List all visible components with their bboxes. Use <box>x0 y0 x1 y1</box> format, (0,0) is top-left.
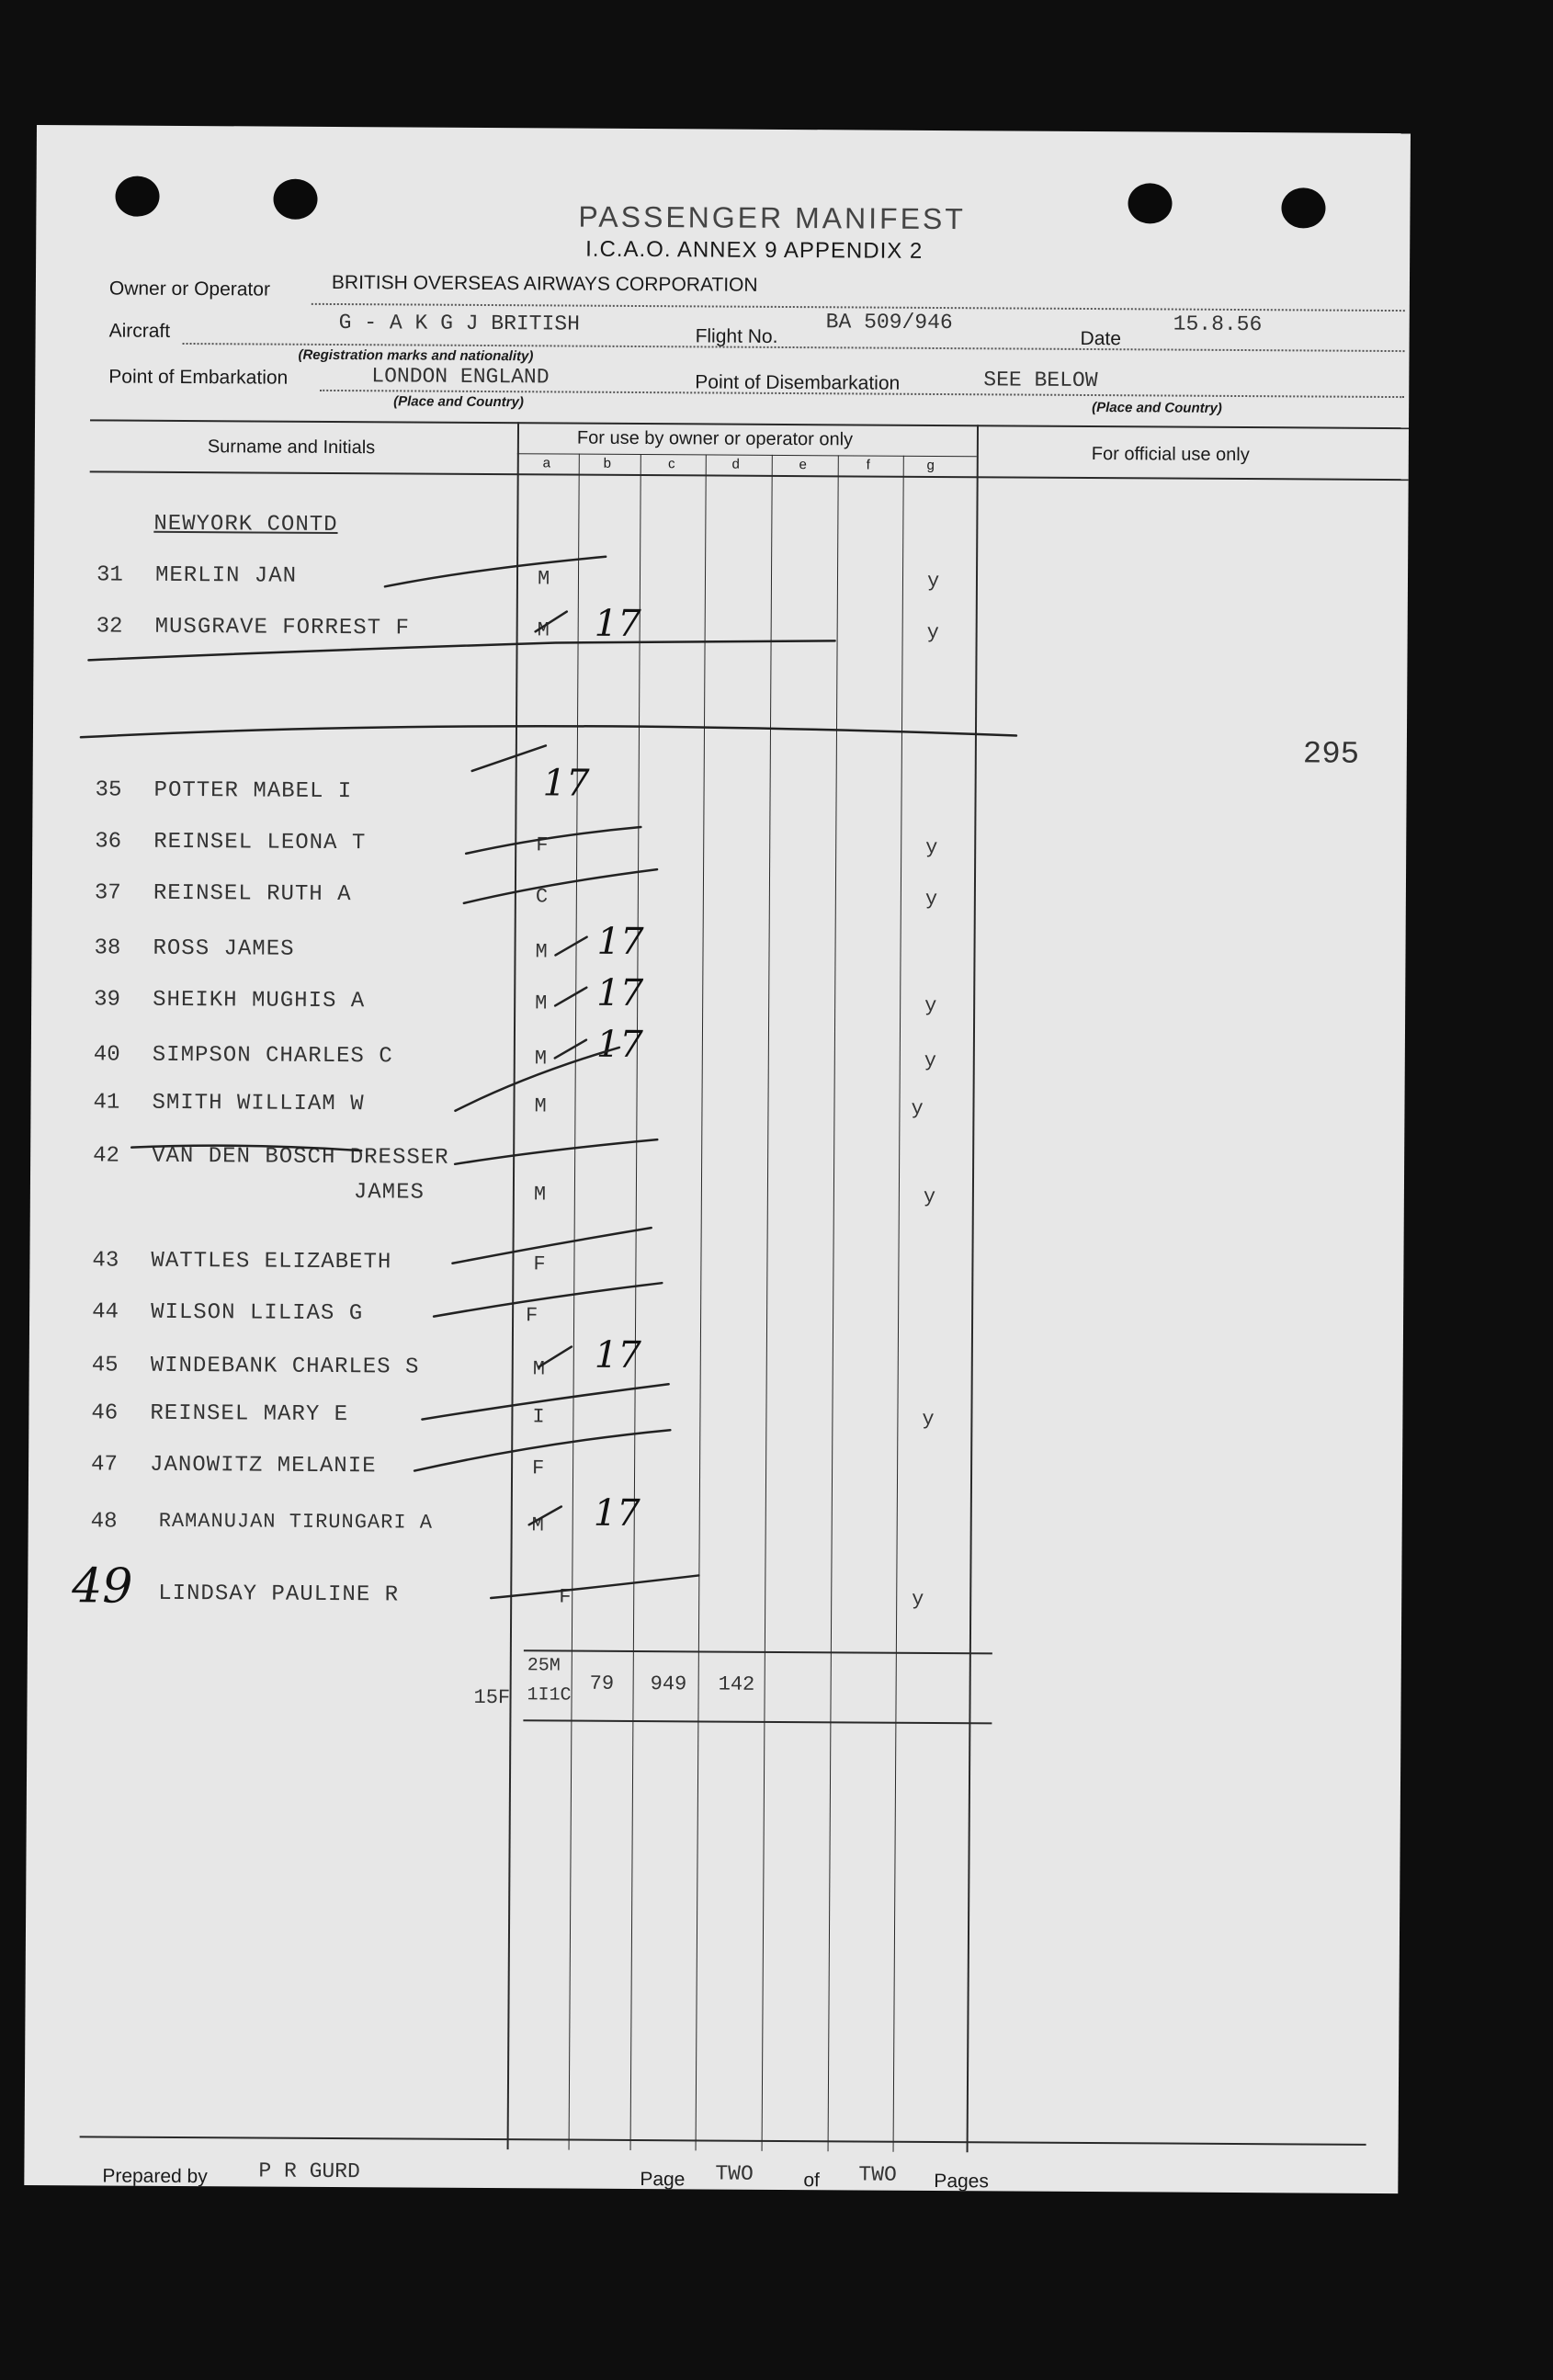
date-value: 15.8.56 <box>1173 312 1263 337</box>
row-number: 40 <box>93 1042 120 1068</box>
cell-b: 17 <box>593 1491 640 1536</box>
registration-note: (Registration marks and nationality) <box>298 346 534 365</box>
cell-a: F <box>533 1252 546 1276</box>
flight-label: Flight No. <box>695 325 778 347</box>
strike-line <box>385 555 606 587</box>
strike-line <box>88 636 834 664</box>
cell-g: y <box>924 887 938 912</box>
cell-b: 17 <box>594 1333 641 1377</box>
column-letter-a: a <box>542 455 550 471</box>
row-number: 36 <box>95 829 122 855</box>
strike-line <box>555 987 586 1005</box>
disembark-label: Point of Disembarkation <box>695 371 901 394</box>
cell-a: M <box>535 992 548 1015</box>
cell-a: M <box>531 1513 544 1537</box>
disembark-note: (Place and Country) <box>1092 400 1222 416</box>
cell-b: 17 <box>594 602 641 646</box>
cell-a: F <box>559 1585 572 1609</box>
cell-a: M <box>532 1357 546 1381</box>
strike-line <box>491 1574 698 1599</box>
owner-label: Owner or Operator <box>108 278 271 300</box>
passenger-name-continued: JAMES <box>353 1180 425 1206</box>
embark-note: (Place and Country) <box>393 393 524 411</box>
cell-g: y <box>922 1407 935 1431</box>
passenger-name: SMITH WILLIAM W <box>152 1090 365 1117</box>
cell-g: y <box>911 1096 924 1120</box>
flight-value: BA 509/946 <box>825 310 953 335</box>
official-stamp-number: 295 <box>1302 737 1360 773</box>
totals-b: 79 <box>589 1672 615 1695</box>
totals-a-top: 25M <box>527 1655 561 1677</box>
owner-value: BRITISH OVERSEAS AIRWAYS CORPORATION <box>331 271 758 296</box>
section-heading: NEWYORK CONTD <box>153 511 338 538</box>
cell-g: y <box>924 1048 937 1072</box>
page-title: PASSENGER MANIFEST <box>578 199 966 236</box>
passenger-name: SHEIKH MUGHIS A <box>153 987 366 1014</box>
page-value: TWO <box>715 2161 754 2186</box>
page-label: Page <box>640 2169 686 2191</box>
column-letter-f: f <box>866 457 870 473</box>
strike-line <box>434 1282 662 1319</box>
strike-line <box>131 1145 361 1150</box>
strike-line <box>536 611 567 631</box>
cell-a: I <box>532 1405 545 1429</box>
strike-line <box>555 936 586 955</box>
cell-a: M <box>535 940 548 964</box>
column-letter-g: g <box>926 457 935 473</box>
row-number: 43 <box>92 1248 119 1274</box>
strike-line <box>455 1139 657 1165</box>
passenger-name: VAN DEN BOSCH DRESSER <box>152 1143 449 1171</box>
passenger-name: REINSEL RUTH A <box>153 880 352 908</box>
passenger-name: WILSON LILIAS G <box>151 1299 364 1327</box>
totals-d: 142 <box>718 1672 755 1696</box>
strike-line <box>464 868 657 904</box>
passenger-name: LINDSAY PAULINE R <box>158 1581 400 1608</box>
cell-b: 17 <box>596 920 644 964</box>
strike-line <box>529 1506 561 1524</box>
passenger-name: ROSS JAMES <box>153 935 295 962</box>
totals-a-bottom: 1I1C <box>527 1684 572 1706</box>
strike-line <box>452 1227 651 1264</box>
passenger-name: REINSEL MARY E <box>150 1400 349 1428</box>
column-letter-c: c <box>667 456 675 472</box>
cell-a: M <box>534 1094 547 1118</box>
strike-line <box>422 1383 668 1422</box>
cell-b: 17 <box>542 762 590 805</box>
cell-g: y <box>926 620 939 645</box>
passenger-name: MERLIN JAN <box>154 562 298 589</box>
row-number: 35 <box>95 777 122 803</box>
cell-g: y <box>926 569 940 594</box>
strike-line <box>466 826 640 855</box>
row-number: 49 <box>72 1558 133 1615</box>
official-column-header: For official use only <box>1091 444 1250 466</box>
cell-a: F <box>536 833 549 857</box>
page-subtitle: I.C.A.O. ANNEX 9 APPENDIX 2 <box>585 236 924 264</box>
cell-a: F <box>526 1304 538 1328</box>
cell-a: M <box>533 1183 547 1207</box>
passenger-name: POTTER MABEL I <box>153 777 353 805</box>
totals-label: 15F <box>473 1685 511 1710</box>
passenger-name: SIMPSON CHARLES C <box>152 1042 393 1070</box>
passenger-name: JANOWITZ MELANIE <box>150 1452 377 1479</box>
cell-b: 17 <box>595 1023 643 1067</box>
passenger-name: WATTLES ELIZABETH <box>151 1248 392 1275</box>
cell-a: M <box>537 567 550 591</box>
of-label: of <box>803 2170 820 2192</box>
strike-line <box>555 1039 586 1058</box>
column-letter-e: e <box>799 457 807 473</box>
passenger-name: MUSGRAVE FORREST F <box>154 614 410 641</box>
row-number: 37 <box>94 880 121 906</box>
aircraft-label: Aircraft <box>108 320 171 342</box>
strike-line <box>539 1346 572 1366</box>
row-number: 32 <box>96 614 123 640</box>
aircraft-value: G - A K G J BRITISH <box>338 311 581 336</box>
row-number: 48 <box>90 1509 118 1535</box>
passenger-name: RAMANUJAN TIRUNGARI A <box>158 1509 434 1535</box>
column-letter-d: d <box>731 456 740 472</box>
strike-line <box>81 723 1016 743</box>
row-number: 42 <box>93 1143 120 1169</box>
cell-a: M <box>534 1047 548 1071</box>
embark-label: Point of Embarkation <box>108 366 289 389</box>
totals-c: 949 <box>650 1672 687 1696</box>
strike-line <box>414 1429 670 1473</box>
operator-column-header: For use by owner or operator only <box>576 427 854 450</box>
row-number: 38 <box>94 935 121 961</box>
row-number: 31 <box>96 562 123 588</box>
strike-line <box>455 1047 618 1112</box>
row-number: 46 <box>91 1400 119 1426</box>
cell-a: C <box>535 885 549 909</box>
embark-value: LONDON ENGLAND <box>371 364 550 390</box>
passenger-name: REINSEL LEONA T <box>153 829 367 856</box>
column-letter-b: b <box>603 455 611 471</box>
pages-label: Pages <box>934 2170 989 2193</box>
prepared-by-value: P R GURD <box>258 2159 360 2184</box>
row-number: 41 <box>93 1090 120 1116</box>
of-value: TWO <box>858 2162 897 2187</box>
prepared-by-label: Prepared by <box>102 2165 208 2188</box>
row-number: 47 <box>91 1452 118 1478</box>
surname-column-header: Surname and Initials <box>207 436 376 459</box>
cell-g: y <box>925 835 938 860</box>
cell-g: y <box>912 1587 924 1611</box>
manifest-sheet <box>24 125 1411 2193</box>
cell-g: y <box>923 1184 936 1208</box>
passenger-name: WINDEBANK CHARLES S <box>150 1353 420 1380</box>
row-number: 39 <box>94 987 121 1013</box>
cell-a: M <box>537 618 550 642</box>
cell-g: y <box>924 993 937 1018</box>
cell-a: F <box>532 1456 545 1480</box>
date-label: Date <box>1080 327 1122 350</box>
strike-line <box>472 745 546 771</box>
disembark-value: SEE BELOW <box>983 368 1098 393</box>
row-number: 44 <box>92 1299 119 1325</box>
handwritten-strikethrough-marks <box>24 125 1411 2193</box>
row-number: 45 <box>91 1353 119 1378</box>
cell-b: 17 <box>596 971 644 1015</box>
